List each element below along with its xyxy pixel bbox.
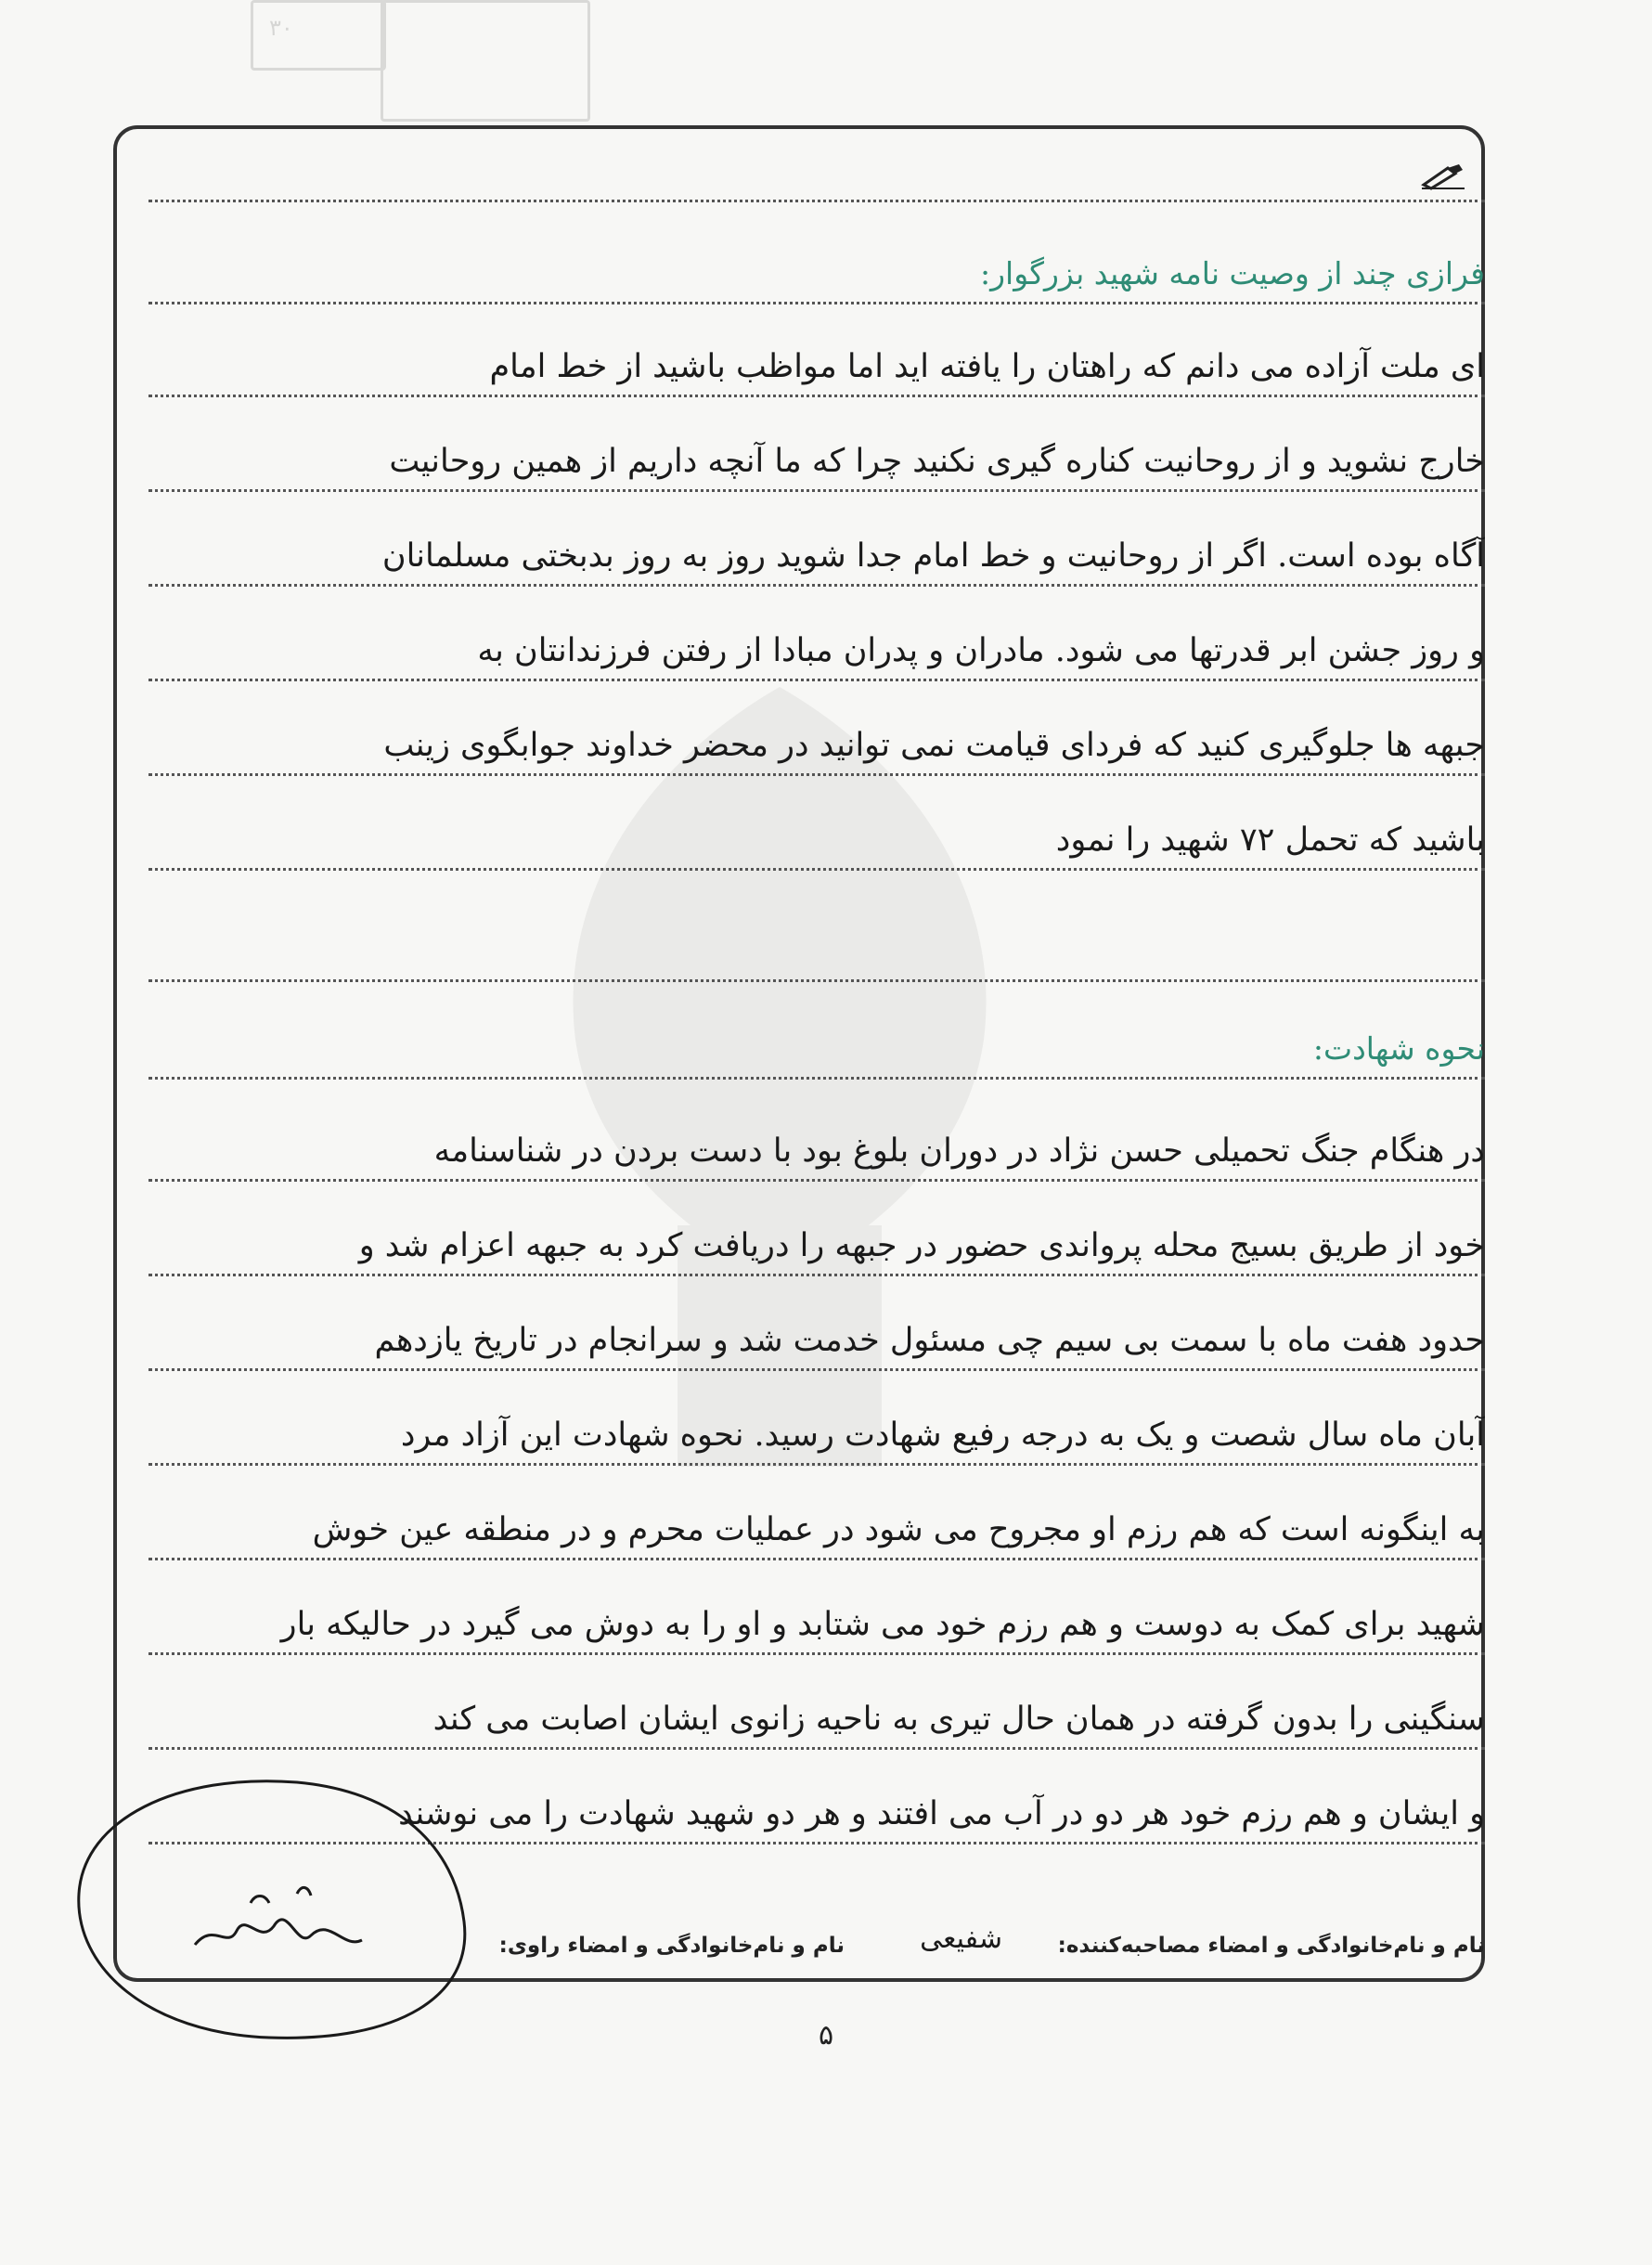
heading-will: فرازی چند از وصیت نامه شهید بزرگوار: bbox=[148, 246, 1485, 304]
will-line: باشید که تحمل ۷۲ شهید را نمود bbox=[148, 812, 1485, 871]
interviewer-label: نام و نام‌خانوادگی و امضاء مصاحبه‌کننده: bbox=[1057, 1934, 1485, 1958]
heading-martyrdom: نحوه شهادت: bbox=[148, 1021, 1485, 1080]
martyrdom-line: حدود هفت ماه با سمت بی سیم چی مسئول خدمت شد و سرانجام در تاریخ یازدهم bbox=[148, 1313, 1485, 1371]
martyrdom-line: سنگینی را بدون گرفته در همان حال تیری به ناحیه زانوی ایشان اصابت می کند bbox=[148, 1691, 1485, 1750]
martyrdom-line: خود از طریق بسیج محله پرواندی حضور در جبهه را دریافت کرد به جبهه اعزام شد و bbox=[148, 1218, 1485, 1276]
will-line: آگاه بوده است. اگر از روحانیت و خط امام جدا شوید روز به روز بدبختی مسلمانان bbox=[148, 528, 1485, 587]
faint-stamp bbox=[251, 0, 613, 121]
will-line: و روز جشن ابر قدرتها می شود. مادران و پدران مبادا از رفتن فرزندانتان به bbox=[148, 623, 1485, 681]
blank-line bbox=[148, 924, 1485, 982]
martyrdom-line: به اینگونه است که هم رزم او مجروح می شود در عملیات محرم و در منطقه عین خوش bbox=[148, 1502, 1485, 1560]
will-line: جبهه ها جلوگیری کنید که فردای قیامت نمی توانید در محضر خداوند جوابگوی زینب bbox=[148, 718, 1485, 776]
interviewer-signature: شفیعی bbox=[920, 1922, 1002, 1955]
stamp-number: ۳۰ bbox=[269, 15, 293, 41]
martyrdom-line: در هنگام جنگ تحمیلی حسن نژاد در دوران بلوغ بود با دست بردن در شناسنامه bbox=[148, 1123, 1485, 1182]
martyrdom-line: و ایشان و هم رزم خود هر دو در آب می افتند و هر دو شهید شهادت را می نوشند bbox=[148, 1786, 1485, 1844]
narrator-signature bbox=[65, 1764, 510, 2051]
martyrdom-line: آبان ماه سال شصت و یک به درجه رفیع شهادت رسید. نحوه شهادت این آزاد مرد bbox=[148, 1407, 1485, 1466]
narrator-label: نام و نام‌خانوادگی و امضاء راوی: bbox=[498, 1934, 845, 1958]
page-number: ۵ bbox=[818, 2019, 834, 2051]
will-line: ای ملت آزاده می دانم که راهتان را یافته اید اما مواظب باشید از خط امام bbox=[148, 339, 1485, 397]
blank-line bbox=[148, 144, 1485, 202]
martyrdom-line: شهید برای کمک به دوست و هم رزم خود می شتابد و او را به دوش می گیرد در حالیکه بار bbox=[148, 1597, 1485, 1655]
will-line: خارج نشوید و از روحانیت کناره گیری نکنید چرا که ما آنچه داریم از همین روحانیت bbox=[148, 434, 1485, 492]
